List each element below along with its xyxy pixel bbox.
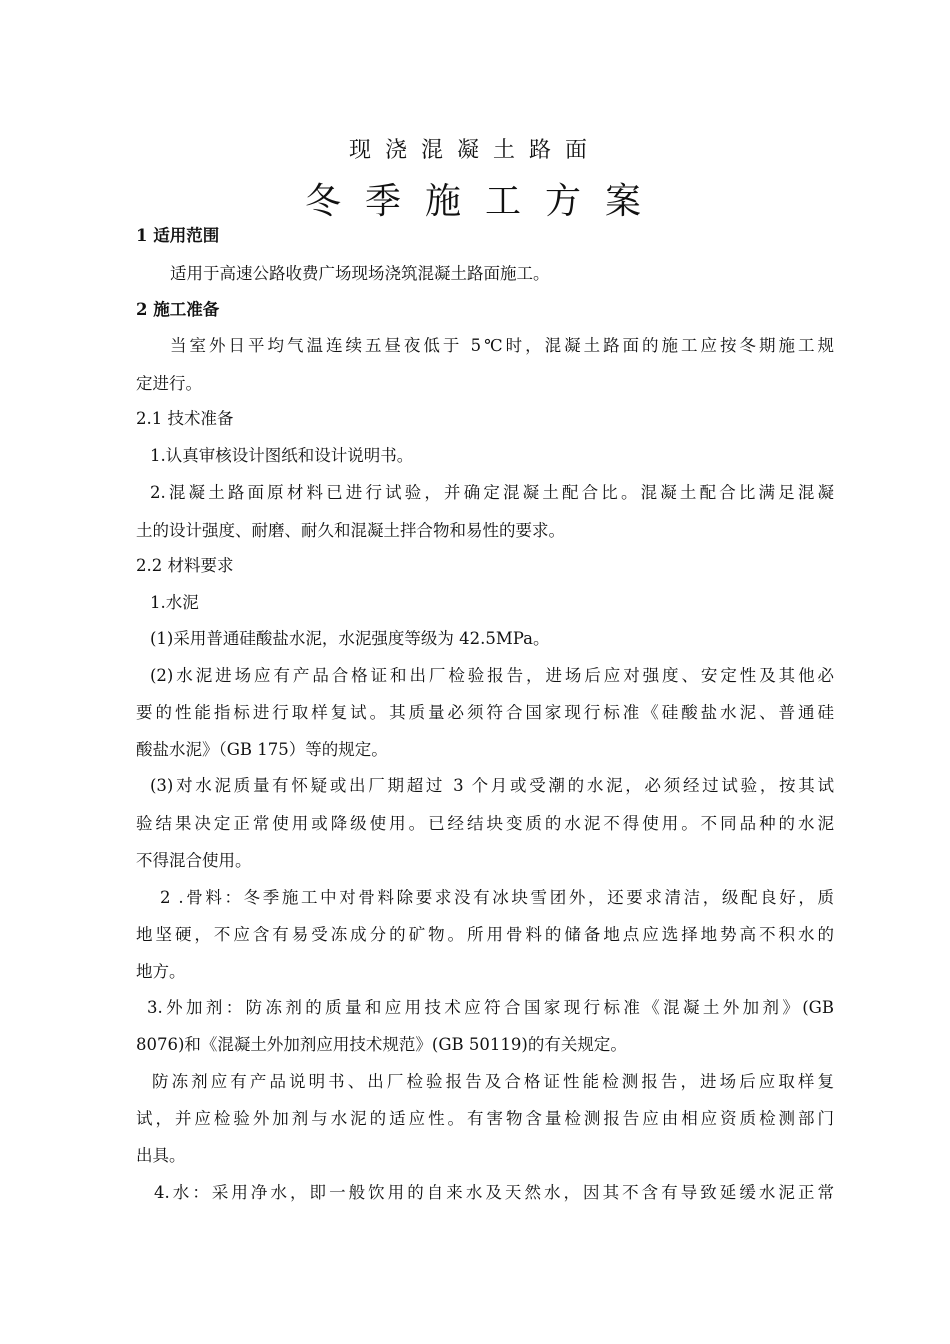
paragraph-line: 1.水泥	[150, 593, 199, 612]
paragraph-line: 土的设计强度、耐磨、耐久和混凝土拌合物和易性的要求。	[136, 521, 565, 540]
paragraph-line: 酸盐水泥》（GB 175）等的规定。	[136, 740, 388, 759]
paragraph-line: 8076)和《混凝土外加剂应用技术规范》(GB 50119)的有关规定。	[136, 1035, 627, 1054]
section-heading: 2 施工准备	[136, 300, 220, 319]
paragraph-line: 不得混合使用。	[136, 851, 252, 870]
paragraph-line: 地方。	[136, 962, 186, 981]
paragraph-line: 当室外日平均气温连续五昼夜低于 5℃时，混凝土路面的施工应按冬期施工规	[170, 336, 834, 355]
document-title-line1: 现浇混凝土路面	[348, 138, 601, 163]
paragraph-line: 试，并应检验外加剂与水泥的适应性。有害物含量检测报告应由相应资质检测部门	[136, 1109, 834, 1128]
paragraph-line: 适用于高速公路收费广场现场浇筑混凝土路面施工。	[170, 264, 550, 283]
section-heading: 1 适用范围	[136, 226, 220, 245]
paragraph-line: 2.混凝土路面原材料已进行试验，并确定混凝土配合比。混凝土配合比满足混凝	[150, 483, 834, 502]
paragraph-line: (2)水泥进场应有产品合格证和出厂检验报告，进场后应对强度、安定性及其他必	[150, 666, 834, 685]
paragraph-line: (1)采用普通硅酸盐水泥，水泥强度等级为 42.5MPa。	[150, 629, 550, 648]
paragraph-line: 2 .骨料：冬季施工中对骨料除要求没有冰块雪团外，还要求清洁，级配良好，质	[160, 888, 834, 907]
paragraph-line: 3.外加剂：防冻剂的质量和应用技术应符合国家现行标准《混凝土外加剂》(GB	[147, 998, 834, 1017]
paragraph-line: 要的性能指标进行取样复试。其质量必须符合国家现行标准《硅酸盐水泥、普通硅	[136, 703, 834, 722]
paragraph-line: (3)对水泥质量有怀疑或出厂期超过 3 个月或受潮的水泥，必须经过试验，按其试	[150, 776, 834, 795]
document-title-line2: 冬季施工方案	[304, 181, 665, 222]
paragraph-line: 防冻剂应有产品说明书、出厂检验报告及合格证性能检测报告，进场后应取样复	[152, 1072, 834, 1091]
paragraph-line: 1.认真审核设计图纸和设计说明书。	[150, 446, 414, 465]
paragraph-line: 定进行。	[136, 374, 202, 393]
subsection-heading: 2.2 材料要求	[136, 556, 234, 575]
paragraph-line: 4.水：采用净水，即一般饮用的自来水及天然水，因其不含有导致延缓水泥正常	[154, 1183, 834, 1202]
paragraph-line: 地坚硬，不应含有易受冻成分的矿物。所用骨料的储备地点应选择地势高不积水的	[136, 925, 834, 944]
subsection-heading: 2.1 技术准备	[136, 409, 234, 428]
paragraph-line: 验结果决定正常使用或降级使用。已经结块变质的水泥不得使用。不同品种的水泥	[136, 814, 834, 833]
paragraph-line: 出具。	[136, 1146, 186, 1165]
